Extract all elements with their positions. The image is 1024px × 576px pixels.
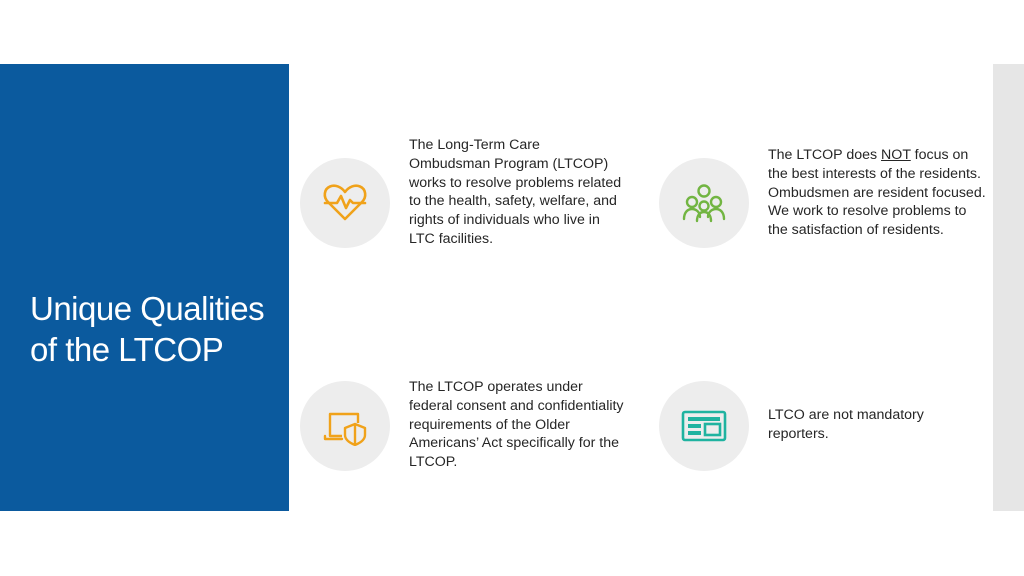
- newspaper-icon: [681, 406, 727, 446]
- heart-pulse-icon: [322, 183, 368, 223]
- icon-circle-newspaper: [659, 381, 749, 471]
- title-panel: [0, 64, 289, 511]
- icon-circle-people: [659, 158, 749, 248]
- icon-circle-laptop: [300, 381, 390, 471]
- icon-circle-heart: [300, 158, 390, 248]
- side-strip: [993, 64, 1024, 511]
- item-2-text-end: focus on the best interests of the residents. Ombudsmen are resident focused. We work to resolve problems to the satisfaction of residents.: [768, 147, 986, 239]
- item-2-text-start: The LTCOP does: [768, 147, 882, 163]
- item-1-text: The Long-Term Care Ombudsman Program (LTCOP) works to resolve problems related to the health, safety, welfare, and rights of individuals who live in LTC facilities.: [409, 137, 622, 247]
- item-4-text: LTCO are not mandatory reporters.: [768, 407, 924, 442]
- group-of-people-icon: [681, 183, 727, 223]
- laptop-shield-icon: [322, 406, 368, 446]
- item-3-text: The LTCOP operates under federal consent and confidentiality requirements of the Older Americans’ Act specifically for the LTCOP.: [409, 379, 624, 471]
- item-2-text: [768, 146, 988, 240]
- slide-title: Unique Qualities of the LTCOP: [30, 290, 265, 368]
- item-2-emphasis: NOT: [881, 147, 911, 163]
